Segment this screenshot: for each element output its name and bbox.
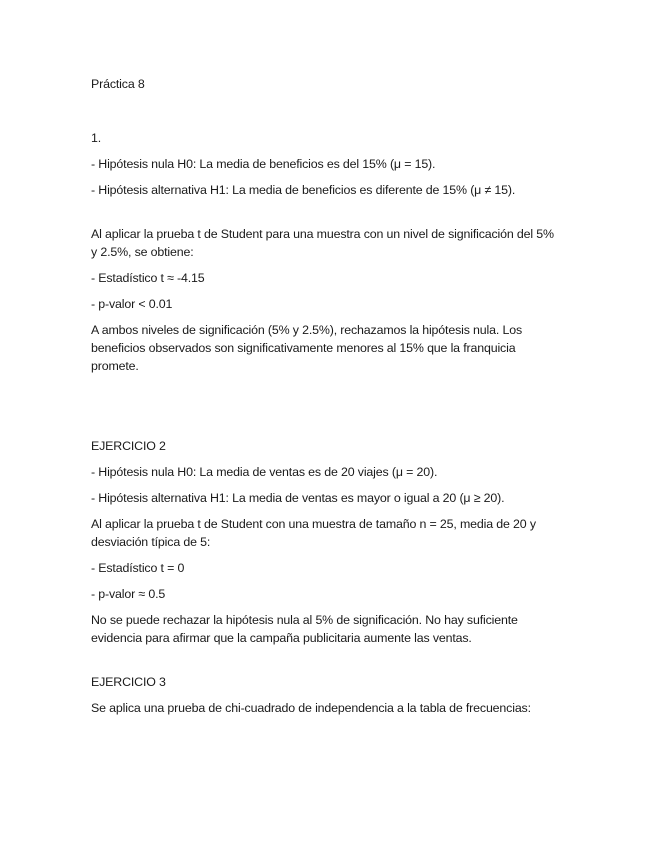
ex1-label: 1.	[91, 131, 102, 145]
ex1-intro: Al aplicar la prueba t de Student para una muestra con un nivel de significación del 5% y 2.5%, se obtiene:	[91, 227, 554, 259]
ex1-conclusion: A ambos niveles de significación (5% y 2.5%), rechazamos la hipótesis nula. Los beneficios observados son significativamente menores al 15% que la franquicia promete.	[91, 323, 523, 373]
ex3-intro: Se aplica una prueba de chi-cuadrado de independencia a la tabla de frecuencias:	[91, 701, 531, 715]
ex2-conclusion: No se puede rechazar la hipótesis nula al 5% de significación. No hay suficiente evidencia para afirmar que la campaña publicitaria aumente las ventas.	[91, 613, 518, 645]
ex2-statistic: - Estadístico t = 0	[91, 561, 185, 575]
ex1-statistic: - Estadístico t ≈ -4.15	[91, 271, 205, 285]
ex1-null-hypothesis: - Hipótesis nula H0: La media de beneficios es del 15% (μ = 15).	[91, 157, 436, 171]
ex2-label: EJERCICIO 2	[91, 439, 166, 453]
ex1-alt-hypothesis: - Hipótesis alternativa H1: La media de beneficios es diferente de 15% (μ ≠ 15).	[91, 183, 516, 197]
ex2-alt-hypothesis: - Hipótesis alternativa H1: La media de ventas es mayor o igual a 20 (μ ≥ 20).	[91, 491, 505, 505]
document-body	[91, 75, 561, 717]
ex2-pvalue: - p-valor ≈ 0.5	[91, 587, 166, 601]
ex2-null-hypothesis: - Hipótesis nula H0: La media de ventas es de 20 viajes (μ = 20).	[91, 465, 438, 479]
doc-title: Práctica 8	[91, 77, 145, 91]
ex2-intro: Al aplicar la prueba t de Student con una muestra de tamaño n = 25, media de 20 y desviación típica de 5:	[91, 517, 536, 549]
ex1-pvalue: - p-valor < 0.01	[91, 297, 173, 311]
ex3-label: EJERCICIO 3	[91, 675, 166, 689]
